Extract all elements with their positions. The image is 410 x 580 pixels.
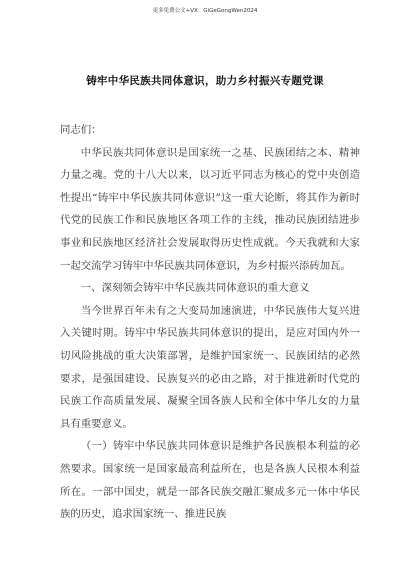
paragraph-subsection-one: （一）铸牢中华民族共同体意识是维护各民族根本利益的必然要求。国家统一是国家最高利益所在，也是各族人民根本利益所在。一部中国史，就是一部各民族交融汇聚成多元一体中华民族的历史，追求国家统一、推进民族 xyxy=(60,440,360,521)
header-note: 更多免费公文+VX：GiGeGongWen2024 xyxy=(152,8,258,14)
document-body xyxy=(60,119,360,526)
document-title: 铸牢中华民族共同体意识，助力乡村振兴专题党课 xyxy=(86,75,324,87)
paragraph-intro: 中华民族共同体意识是国家统一之基、民族团结之本、精神力量之魂。党的十八大以来，以习近平同志为核心的党中央创造性提出“铸牢中华民族共同体意识”这一重大论断，将其作为新时代党的民族工作和民族地区各项工作的主线，推动民族团结进步事业和民族地区经济社会发展取得历史性成就。今天我就和大家一起交流学习铸牢中华民族共同体意识，为乡村振兴添砖加瓦。 xyxy=(60,146,360,272)
salutation: 同志们： xyxy=(60,124,102,136)
section-heading: 一、深刻领会铸牢中华民族共同体意识的重大意义 xyxy=(80,282,310,295)
paragraph-section-one: 当今世界百年未有之大变局加速演进，中华民族伟大复兴进入关键时期。铸牢中华民族共同体意识的提出，是应对国内外一切风险挑战的重大决策部署，是维护国家统一、民族团结的必然要求，是强国建设、民族复兴的必由之路，对于推进新时代党的民族工作高质量发展、凝聚全国各族人民和全体中华儿女的力量具有重要意义。 xyxy=(60,304,360,430)
